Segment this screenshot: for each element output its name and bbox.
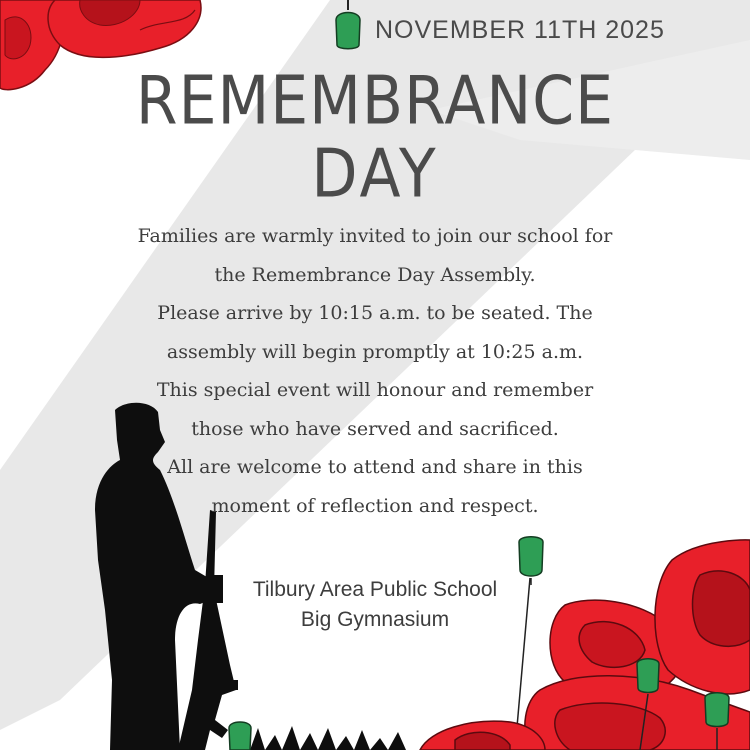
invitation-line: those who have served and sacrificed.: [191, 417, 559, 440]
invitation-line: the Remembrance Day Assembly.: [214, 263, 536, 286]
school-name: Tilbury Area Public School: [252, 578, 498, 601]
invitation-line: All are welcome to attend and share in this: [167, 456, 583, 478]
venue-block: [200, 575, 550, 635]
poppy-bud-icon: [229, 722, 251, 750]
invitation-text: [100, 217, 650, 525]
invitation-line: This special event will honour and remember: [156, 379, 594, 401]
invitation-line: Families are warmly invited to join our school for: [137, 225, 613, 247]
invitation-line: assembly will begin promptly at 10:25 a.m.: [166, 340, 584, 363]
event-date: NOVEMBER 11TH 2025: [375, 16, 665, 44]
event-title-line1: REMEMBRANCE: [135, 62, 615, 141]
invitation-line: moment of reflection and respect.: [211, 494, 539, 517]
invitation-line: Please arrive by 10:15 a.m. to be seated. The: [157, 302, 593, 324]
venue-location: Big Gymnasium: [300, 608, 450, 631]
event-title-line2: DAY: [311, 135, 439, 214]
poppy-flower-icon: [420, 540, 750, 750]
